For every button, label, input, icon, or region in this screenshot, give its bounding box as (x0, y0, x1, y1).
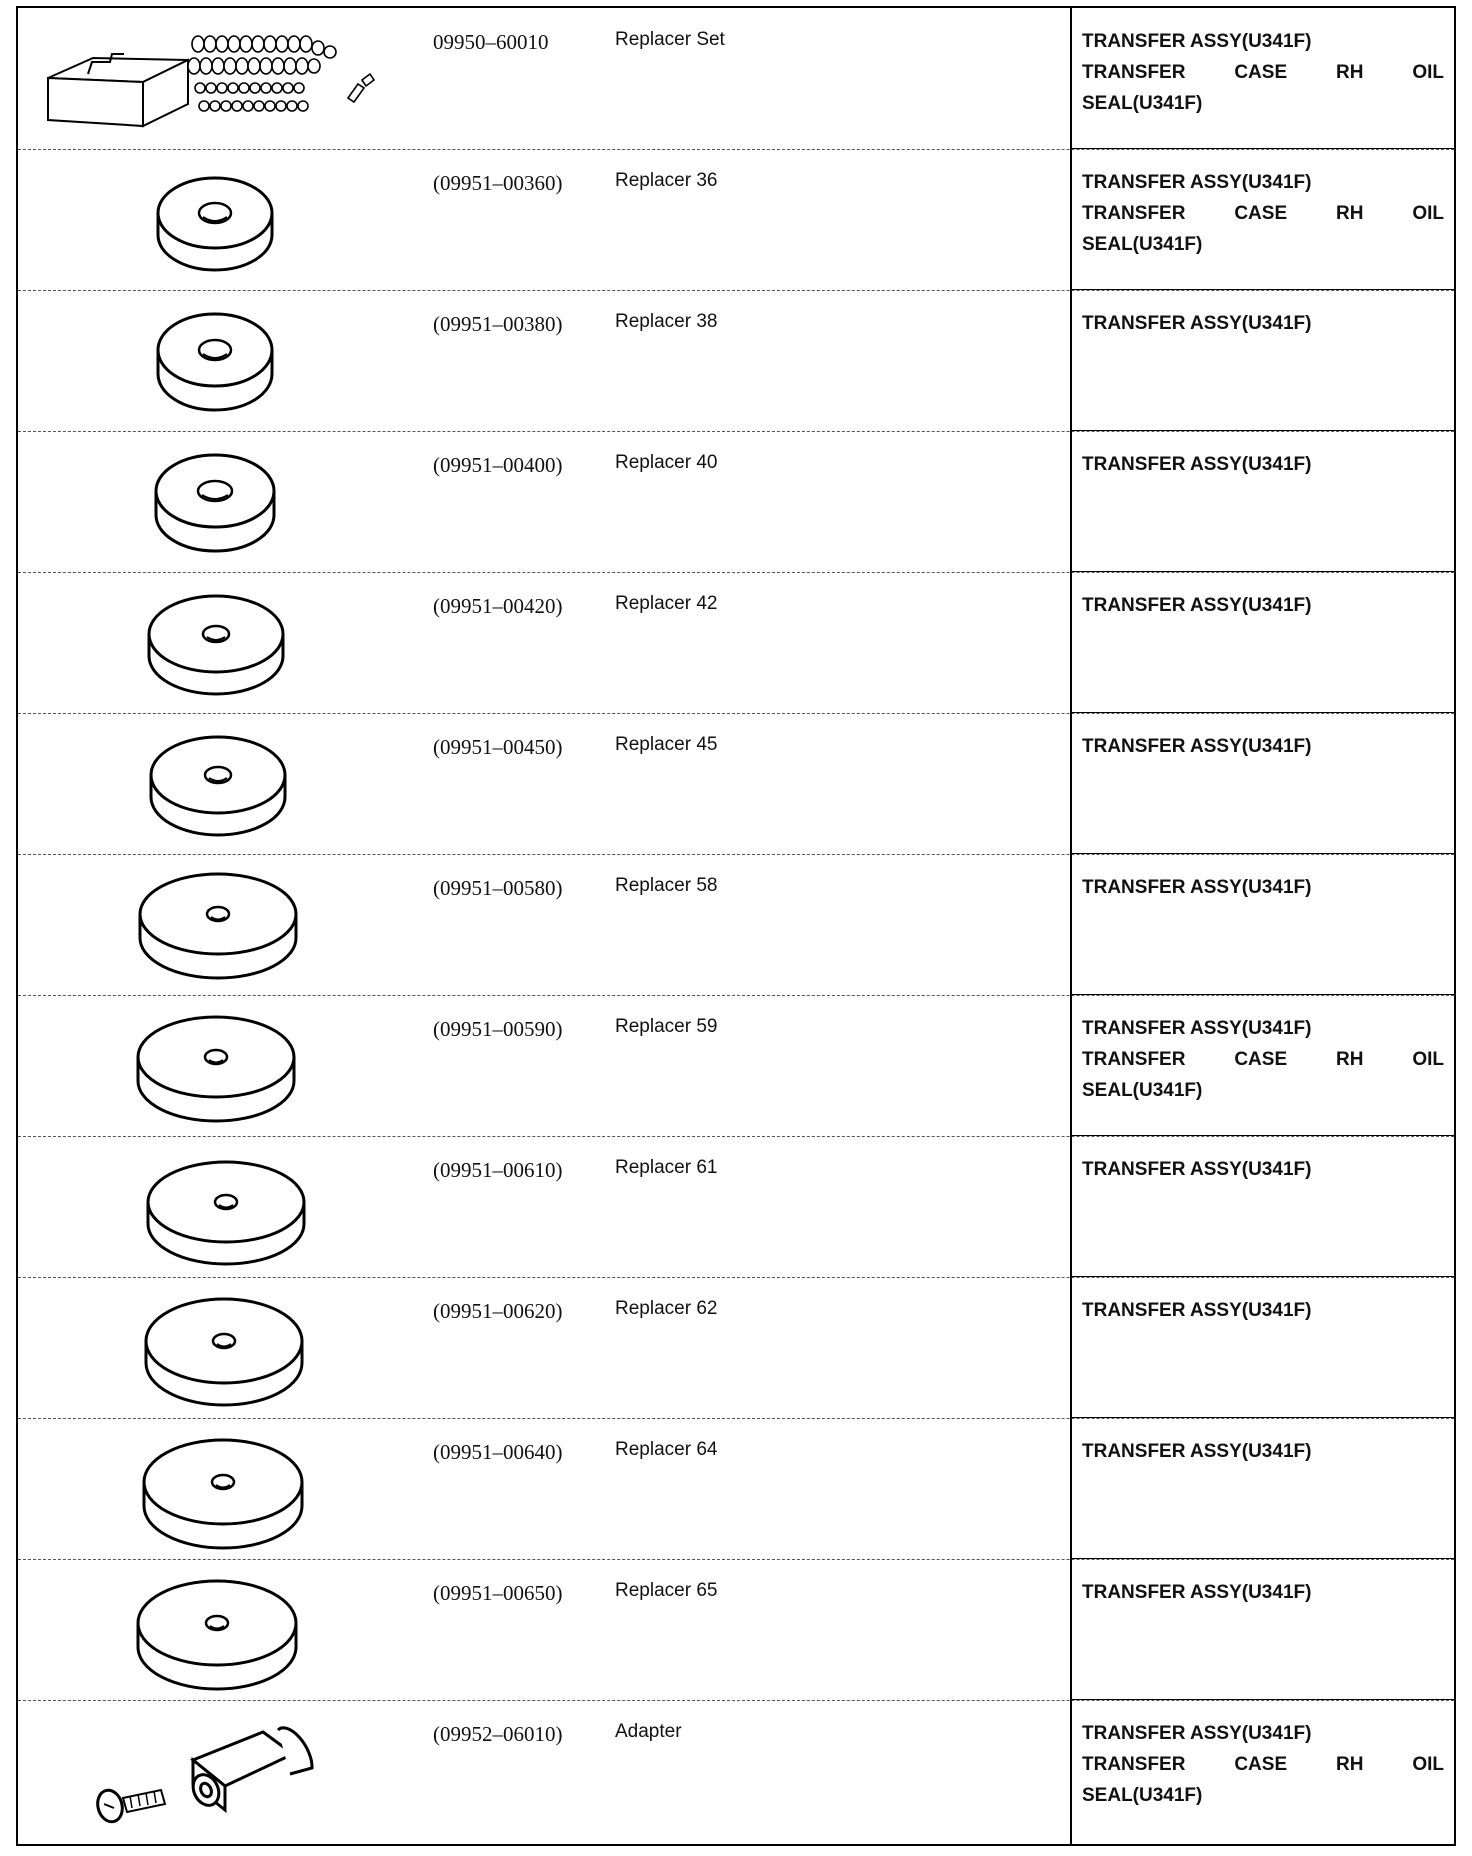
replacer-disc-icon (18, 1559, 418, 1700)
usage-cell (1070, 1136, 1454, 1277)
tool-name: Replacer 58 (615, 875, 718, 896)
tool-name: Replacer 59 (615, 1016, 718, 1037)
tool-code: 09950–60010 (433, 30, 549, 54)
usage-cell (1070, 1418, 1454, 1559)
usage-line: TRANSFER ASSY(U341F) (1082, 595, 1312, 616)
replacer-disc-icon (18, 1136, 418, 1277)
usage-cell (1070, 995, 1454, 1136)
usage-line: TRANSFER ASSY(U341F) (1082, 172, 1312, 193)
tool-name: Replacer 40 (615, 452, 718, 473)
usage-line-justified: TRANSFER CASE RH OIL (1082, 1049, 1444, 1070)
usage-cell (1070, 572, 1454, 713)
usage-cell (1070, 149, 1454, 290)
usage-line: SEAL(U341F) (1082, 1785, 1203, 1806)
tool-name: Replacer 62 (615, 1298, 718, 1319)
tool-code: (09951–00650) (433, 1581, 563, 1605)
tool-name: Replacer Set (615, 29, 725, 50)
replacer-disc-icon (18, 149, 418, 290)
adapter-bolt-icon (18, 1700, 418, 1841)
tool-code: (09951–00580) (433, 876, 563, 900)
usage-line: TRANSFER ASSY(U341F) (1082, 313, 1312, 334)
replacer-disc-icon (18, 1277, 418, 1418)
replacer-disc-icon (18, 431, 418, 572)
tool-code: (09951–00610) (433, 1158, 563, 1182)
usage-cell (1070, 1559, 1454, 1700)
table-row (18, 431, 1454, 573)
usage-line: SEAL(U341F) (1082, 93, 1203, 114)
tool-name: Replacer 36 (615, 170, 718, 191)
replacer-disc-icon (18, 290, 418, 431)
tool-code: (09951–00640) (433, 1440, 563, 1464)
tool-code: (09951–00380) (433, 312, 563, 336)
usage-line-justified: TRANSFER CASE RH OIL (1082, 203, 1444, 224)
tool-code: (09951–00620) (433, 1299, 563, 1323)
tool-name: Replacer 61 (615, 1157, 718, 1178)
usage-line: SEAL(U341F) (1082, 234, 1203, 255)
usage-line-justified: TRANSFER CASE RH OIL (1082, 1754, 1444, 1775)
table-row (18, 149, 1454, 291)
usage-line: TRANSFER ASSY(U341F) (1082, 1159, 1312, 1180)
table-row (18, 290, 1454, 432)
usage-line: TRANSFER ASSY(U341F) (1082, 1582, 1312, 1603)
usage-cell (1070, 713, 1454, 854)
table-row (18, 1277, 1454, 1419)
tool-code: (09951–00360) (433, 171, 563, 195)
usage-line: TRANSFER ASSY(U341F) (1082, 877, 1312, 898)
usage-line: TRANSFER ASSY(U341F) (1082, 736, 1312, 757)
replacer-set-case-icon (18, 8, 418, 149)
usage-line: SEAL(U341F) (1082, 1080, 1203, 1101)
table-row (18, 1559, 1454, 1701)
replacer-disc-icon (18, 854, 418, 995)
table-row (18, 713, 1454, 855)
replacer-disc-icon (18, 572, 418, 713)
tool-name: Replacer 65 (615, 1580, 718, 1601)
tool-name: Replacer 45 (615, 734, 718, 755)
tool-code: (09951–00400) (433, 453, 563, 477)
table-row (18, 8, 1454, 150)
replacer-disc-icon (18, 713, 418, 854)
table-row (18, 1418, 1454, 1560)
usage-line-justified: TRANSFER CASE RH OIL (1082, 62, 1444, 83)
usage-line: TRANSFER ASSY(U341F) (1082, 1723, 1312, 1744)
replacer-disc-icon (18, 995, 418, 1136)
tool-name: Adapter (615, 1721, 682, 1742)
usage-line: TRANSFER ASSY(U341F) (1082, 1441, 1312, 1462)
table-row (18, 1136, 1454, 1278)
tool-name: Replacer 42 (615, 593, 718, 614)
usage-cell (1070, 8, 1454, 149)
usage-cell (1070, 431, 1454, 572)
replacer-disc-icon (18, 1418, 418, 1559)
table-row (18, 1700, 1454, 1844)
tool-code: (09951–00450) (433, 735, 563, 759)
table-row (18, 572, 1454, 714)
usage-line: TRANSFER ASSY(U341F) (1082, 1018, 1312, 1039)
tool-code: (09951–00420) (433, 594, 563, 618)
usage-line: TRANSFER ASSY(U341F) (1082, 31, 1312, 52)
table-row (18, 854, 1454, 996)
usage-cell (1070, 1277, 1454, 1418)
usage-line: TRANSFER ASSY(U341F) (1082, 1300, 1312, 1321)
tool-name: Replacer 64 (615, 1439, 718, 1460)
tool-table (16, 6, 1456, 1846)
usage-cell (1070, 1700, 1454, 1844)
tool-code: (09952–06010) (433, 1722, 563, 1746)
tool-code: (09951–00590) (433, 1017, 563, 1041)
usage-cell (1070, 290, 1454, 431)
usage-line: TRANSFER ASSY(U341F) (1082, 454, 1312, 475)
usage-cell (1070, 854, 1454, 995)
table-row (18, 995, 1454, 1137)
tool-name: Replacer 38 (615, 311, 718, 332)
